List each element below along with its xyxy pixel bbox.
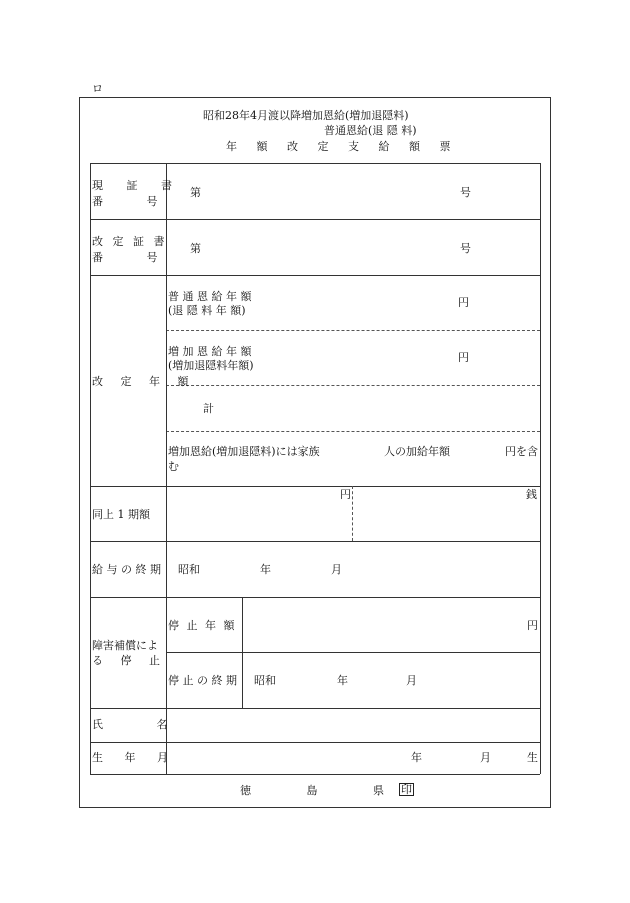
official-seal: 印	[401, 783, 412, 796]
table-rule	[242, 597, 243, 708]
dashed-rule	[166, 385, 540, 386]
name-label: 氏 名	[92, 718, 168, 731]
table-rule	[90, 275, 540, 276]
stop-end-month: 月	[406, 674, 417, 687]
pay-end-label: 給 与 の 終 期	[92, 563, 161, 576]
family-note-b: 人の加給年額	[384, 445, 450, 458]
stop-amount-label: 停 止 年 額	[168, 619, 237, 632]
table-rule	[90, 774, 540, 775]
table-rule	[166, 652, 540, 653]
table-rule	[540, 163, 541, 774]
stop-end-label: 停 止 の 終 期	[168, 674, 237, 687]
current-cert-prefix: 第	[190, 186, 201, 199]
ordinary-pension-label2: (退 隠 料 年 額)	[168, 304, 246, 317]
additional-pension-unit: 円	[458, 351, 469, 364]
table-rule	[90, 597, 540, 598]
table-rule	[90, 541, 540, 542]
ordinary-pension-label: 普 通 恩 給 年 額	[168, 290, 252, 303]
birth-label: 生 年 月	[92, 751, 168, 764]
table-rule	[90, 219, 540, 220]
family-note-a: 増加恩給(増加退隠料)には家族	[168, 445, 320, 458]
revised-amount-label: 改 定 年 額	[92, 375, 196, 388]
dashed-rule	[166, 330, 540, 331]
form-mark: ロ	[92, 82, 103, 95]
revised-cert-prefix: 第	[190, 242, 201, 255]
revised-cert-label2: 番 号	[92, 251, 158, 264]
additional-pension-label: 増 加 恩 給 年 額	[168, 345, 252, 358]
stop-end-era: 昭和	[254, 674, 276, 687]
family-note-d: む	[168, 460, 179, 473]
dashed-rule	[166, 431, 540, 432]
dashed-rule	[352, 486, 353, 541]
period-amount-label: 同上 1 期額	[92, 508, 150, 521]
table-rule	[90, 742, 540, 743]
current-cert-suffix: 号	[460, 186, 471, 199]
ordinary-pension-unit: 円	[458, 296, 469, 309]
family-note-c: 円を含	[505, 445, 538, 458]
revised-cert-label: 改 定 証 書	[92, 235, 168, 248]
birth-year: 年	[411, 751, 422, 764]
birth-suffix: 生	[527, 751, 538, 764]
disability-label2: る 停 止	[92, 654, 167, 667]
header-line1: 昭和28年4月渡以降増加恩給(増加退隠料)	[203, 109, 409, 122]
current-cert-label: 現 証 書	[92, 179, 182, 192]
pay-end-year: 年	[260, 563, 271, 576]
pay-end-month: 月	[331, 563, 342, 576]
current-cert-label2: 番 号	[92, 195, 158, 208]
table-rule	[90, 708, 540, 709]
table-rule	[90, 163, 91, 774]
stop-amount-unit: 円	[527, 619, 538, 632]
pay-end-era: 昭和	[178, 563, 200, 576]
additional-pension-label2: (増加退隠料年額)	[168, 359, 254, 372]
disability-label: 障害補償によ	[92, 639, 158, 652]
total-label: 計	[203, 402, 214, 415]
form-title: 年 額 改 定 支 給 額 票	[226, 140, 459, 153]
table-rule	[166, 163, 167, 774]
period-sen-unit: 銭	[526, 488, 537, 501]
header-line2: 普通恩給(退 隠 料)	[324, 124, 417, 137]
table-rule	[90, 163, 540, 164]
birth-month: 月	[480, 751, 491, 764]
period-yen-unit: 円	[340, 488, 351, 501]
revised-cert-suffix: 号	[460, 242, 471, 255]
table-rule	[90, 486, 540, 487]
stop-end-year: 年	[337, 674, 348, 687]
prefecture-name: 徳 島 県	[240, 784, 384, 797]
